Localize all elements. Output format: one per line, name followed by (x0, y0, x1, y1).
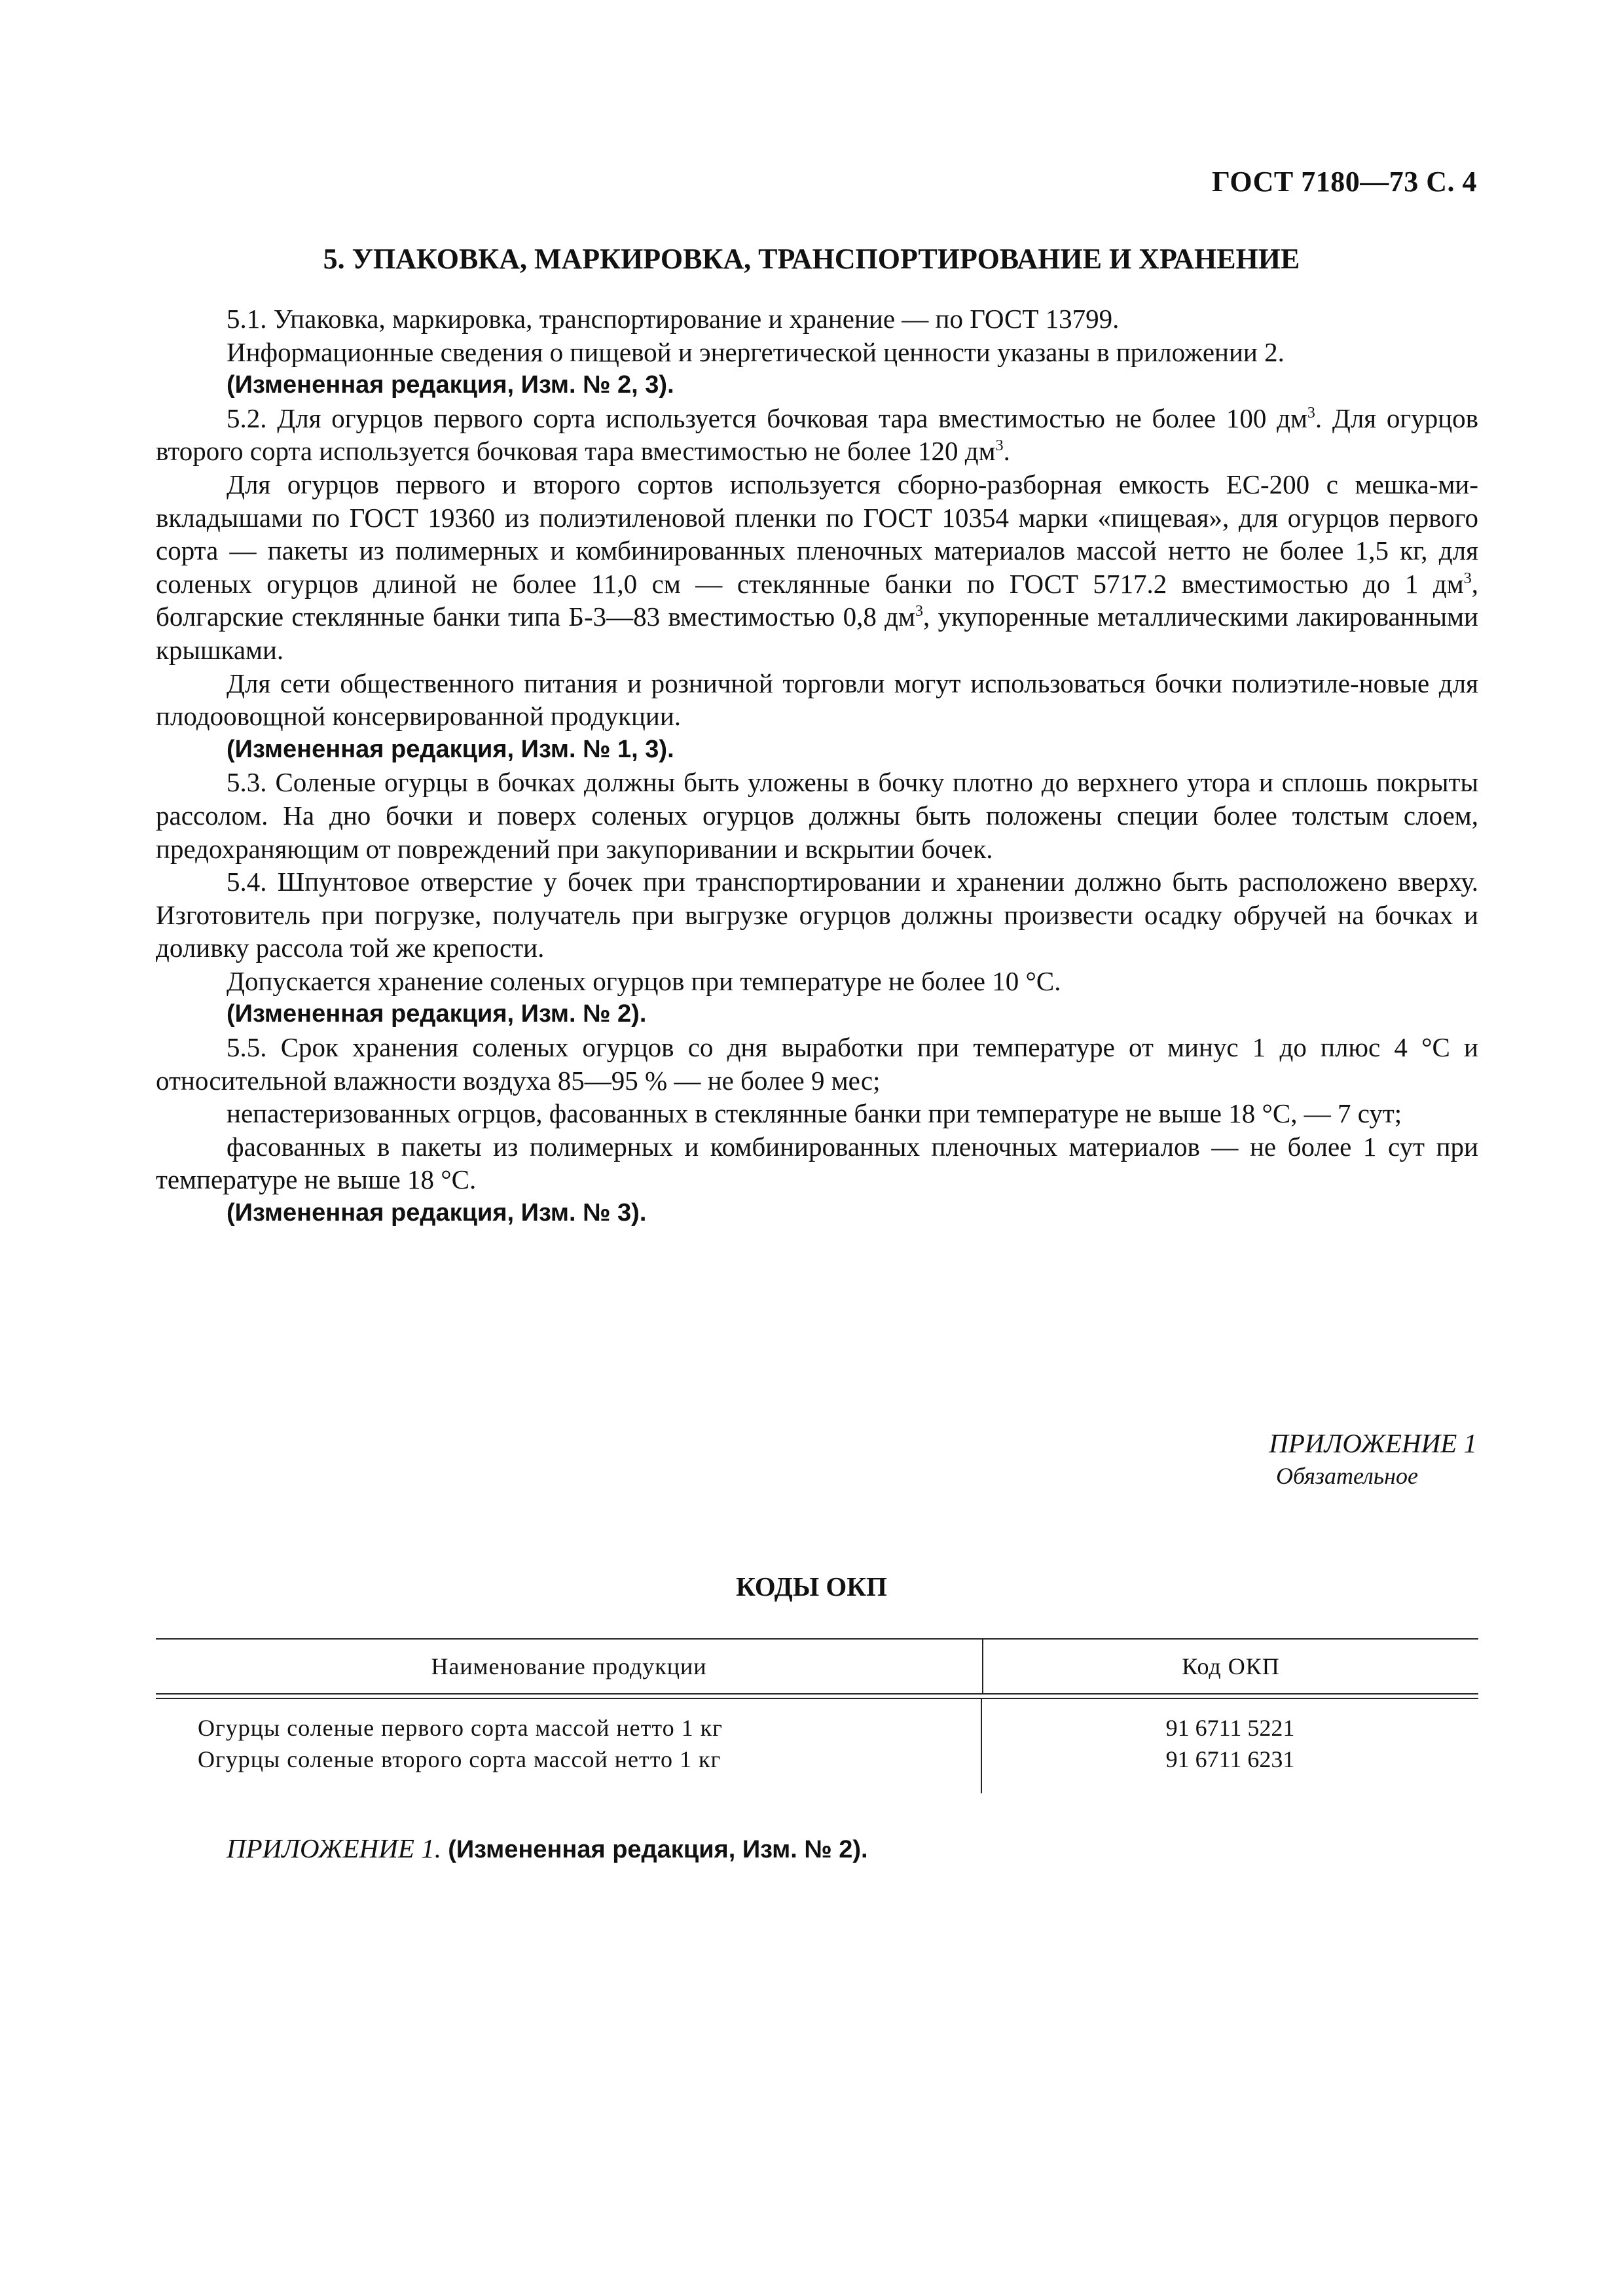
table-title: КОДЫ ОКП (736, 1571, 887, 1602)
appendix-number: ПРИЛОЖЕНИЕ 1 (1269, 1428, 1477, 1458)
table-header-row (156, 1640, 1478, 1693)
paragraph-storage-temp: Допускается хранение соленых огурцов при температуре не более 10 °С. (227, 965, 1061, 996)
paragraph-info: Информационные сведения о пищевой и энергетической ценности указаны в приложении 2. (227, 336, 1285, 367)
table-cell-code: 91 6711 5221 (1165, 1715, 1295, 1741)
appendix-status: Обязательное (1276, 1463, 1418, 1489)
amendment-note: (Измененная редакция, Изм. № 2). (227, 1000, 647, 1028)
paragraph-5-5: 5.5. Срок хранения соленых огурцов со дня выработки при температуре от минус 1 до плюс 4 °С и относительной влажности воздуха 85—95 % — не более 9 мес; (156, 1032, 1478, 1096)
table-cell-code: 91 6711 6231 (1165, 1746, 1295, 1772)
amendment-note: (Измененная редакция, Изм. № 2, 3). (227, 371, 674, 399)
paragraph-containers: Для огурцов первого и второго сортов используется сборно-разборная емкость ЕС-200 с мешка-ми-вкладышами по ГОСТ 19360 из полиэтиленовой пленки по ГОСТ 10354 марки «пищевая», для огурцов первого сорта — пакеты из полимерных и комбинированных пленочных материалов массой нетто не более 1,5 кг, для соленых огурцов длиной не более 11,0 см — стеклянные банки по ГОСТ 5717.2 вместимостью до 1 $дм^3$, болгарские стеклянные банки типа Б-3—83 вместимостью 0,8 $дм^3$, укупоренные металлическими лакированными крышками. (156, 469, 1478, 665)
document-header: ГОСТ 7180—73 С. 4 (1211, 166, 1477, 198)
column-header-code: Код ОКП (1182, 1653, 1280, 1679)
footnote-amendment: (Измененная редакция, Изм. № 2). (448, 1836, 868, 1863)
paragraph-5-4: 5.4. Шпунтовое отверстие у бочек при транспортировании и хранении должно быть расположено вверху. Изготовитель при погрузке, получатель при выгрузке огурцов должны произвести осадку обручей на бочках и доливку рассола той же крепости. (156, 867, 1478, 963)
paragraph-catering: Для сети общественного питания и розничной торговли могут использоваться бочки полиэтиле-новые для плодоовощной консервированной продукции. (156, 668, 1478, 732)
table-cell-name: Огурцы соленые второго сорта массой нетто 1 кг (198, 1746, 721, 1772)
table-body (156, 1699, 1478, 1793)
paragraph-unpasteurized: непастеризованных огрцов, фасованных в стеклянные банки при температуре не выше 18 °С, — 7 сут; (227, 1098, 1402, 1129)
footnote-label: ПРИЛОЖЕНИЕ 1. (227, 1833, 441, 1863)
column-header-name: Наименование продукции (156, 1640, 983, 1693)
paragraph-5-2: 5.2. Для огурцов первого сорта используется бочковая тара вместимостью не более 100 $дм^3$. Для огурцов второго сорта используется бочковая тара вместимостью не более 120 $дм^3$. (156, 403, 1478, 467)
amendment-note: (Измененная редакция, Изм. № 3). (227, 1199, 647, 1227)
appendix-footnote (227, 1833, 868, 1864)
paragraph-5-1: 5.1. Упаковка, маркировка, транспортирование и хранение — по ГОСТ 13799. (227, 304, 1120, 334)
codes-table (156, 1638, 1478, 1793)
paragraph-5-3: 5.3. Соленые огурцы в бочках должны быть уложены в бочку плотно до верхнего утора и сплошь покрыты рассолом. На дно бочки и поверх соленых огурцов должны быть положены специи более толстым слоем, предохраняющим от повреждений при закупоривании и вскрытии бочек. (156, 767, 1478, 864)
amendment-note: (Измененная редакция, Изм. № 1, 3). (227, 735, 674, 763)
table-cell-name: Огурцы соленые первого сорта массой нетто 1 кг (198, 1715, 723, 1741)
paragraph-packaged: фасованных в пакеты из полимерных и комбинированных пленочных материалов — не более 1 сут при температуре не выше 18 °С. (156, 1131, 1478, 1195)
section-body (156, 302, 1478, 1230)
appendix-label (1269, 1427, 1477, 1492)
section-title: 5. УПАКОВКА, МАРКИРОВКА, ТРАНСПОРТИРОВАНИЕ И ХРАНЕНИЕ (323, 243, 1300, 275)
